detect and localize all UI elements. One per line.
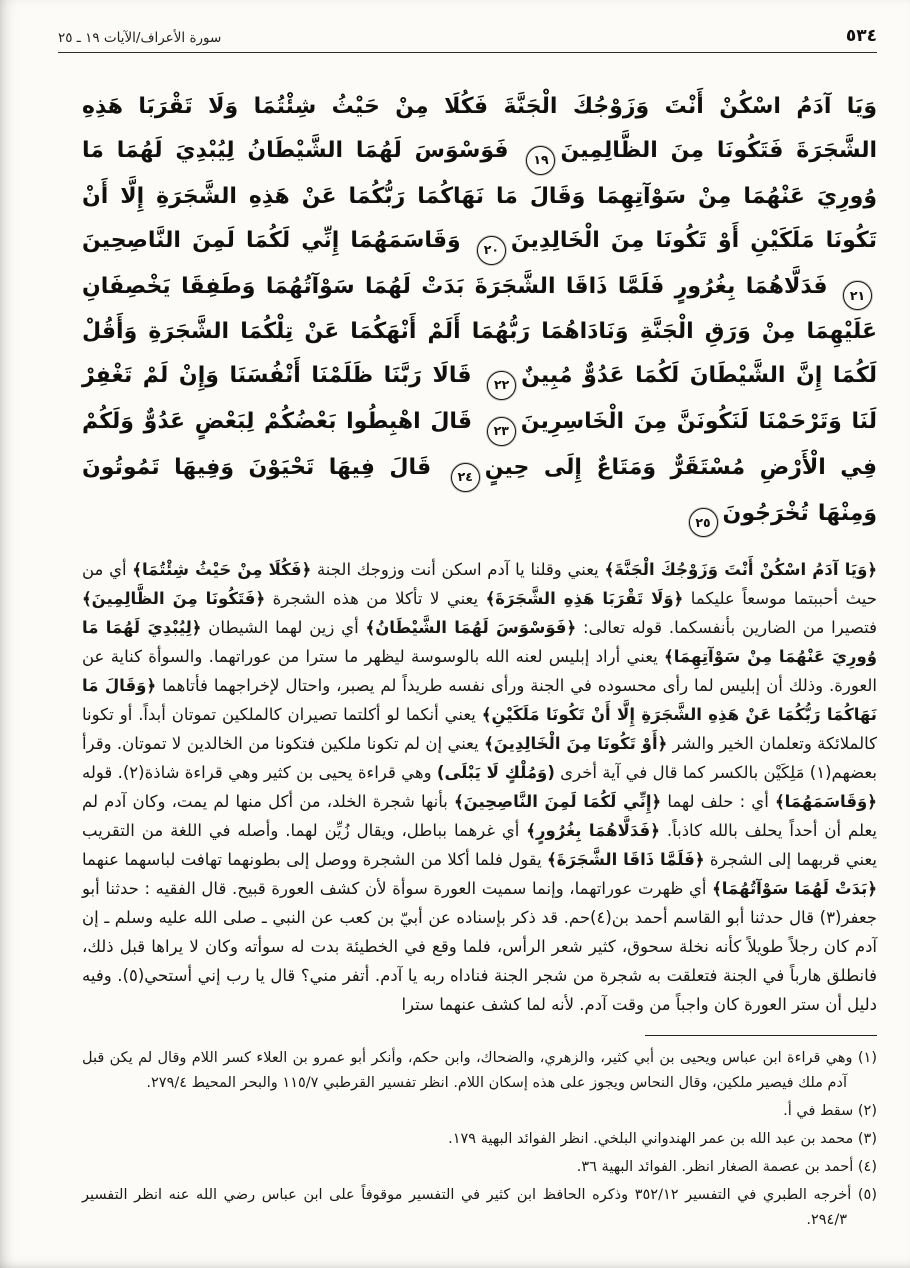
- header-divider: [58, 52, 877, 53]
- ayah-number-medallion: ٢٠: [477, 236, 506, 265]
- commentary-segment: يعني وقلنا يا آدم اسكن أنت وزوجك الجنة: [311, 560, 605, 580]
- footnote-item: (٤) أحمد بن عصمة الصغار انظر. الفوائد البهية ٣٦.: [576, 1159, 877, 1176]
- commentary-segment: يقول فلما أكلا من الشجرة ووصل إلى بطونهما تهافت لباسهما عنهما: [82, 850, 548, 870]
- quran-quote: ﴿فَلَمَّا ذَاقَا الشَّجَرَةَ﴾: [547, 850, 705, 870]
- commentary-segment: أي غرهما بباطل، ويقال زُيِّن لهما. وأصله في اللغة من التقريب يعني قربهما إلى الشجرة: [82, 821, 877, 870]
- commentary-segment: أي زين لهما الشيطان: [201, 618, 366, 638]
- commentary-segment: وهي قراءة يحيى بن كثير وهي قراءة شاذة(٢). قوله: [82, 763, 437, 783]
- quran-quote: ﴿وَيَا آدَمُ اسْكُنْ أَنْتَ وَزَوْجُكَ الْجَنَّةَ﴾: [604, 560, 878, 580]
- quran-quote: ﴿وَلَا تَقْرَبَا هَذِهِ الشَّجَرَةَ﴾: [485, 589, 684, 609]
- quran-quote: ﴿لِيُبْدِيَ لَهُمَا مَا وُورِيَ عَنْهُمَا مِنْ سَوْآتِهِمَا﴾: [82, 618, 877, 667]
- quran-verse-text: فَوَسْوَسَ لَهُمَا الشَّيْطَانُ لِيُبْدِيَ لَهُمَا مَا وُورِيَ عَنْهُمَا مِنْ سَوْآتِهِمَا وَقَالَ مَا نَهَاكُمَا رَبُّكُمَا عَنْ هَذِهِ الشَّجَرَةِ إِلَّا أَنْ تَكُونَا مَلَكَيْنِ أَوْ تَكُونَا مِنَ الْخَالِدِينَ: [82, 138, 877, 253]
- ayah-number-medallion: ١٩: [526, 146, 555, 175]
- running-head: [58, 26, 877, 46]
- footnote-item: (٣) محمد بن عبد الله بن عمر الهندواني البلخي. انظر الفوائد البهية ١٧٩.: [448, 1131, 877, 1148]
- commentary-segment: أي ظهرت عوراتهما، وإنما سميت العورة سوأة لأن كشف العورة قبيح. قال الفقيه : حدثنا أبو جعفر(٣) قال حدثنا أبو القاسم أحمد بن(٤)حم. قد ذكر بإسناده عن أبيّ بن كعب عن النبي ـ صلى الله عليه وسلم ـ إن آدم كان رجلاً طويلاً كأنه نخلة سحوق، كثير شعر الرأس، فلما وقع في الخطيئة بدت له سوأته وكان لا يراها قبل ذلك، فانطلق هارباً في الجنة فتعلقت به شجرة من شجر الجنة فناداه ربه يا آدم. أتفر مني؟ قال يا رب إني أستحي(٥). وفيه دليل أن ستر العورة كان واجباً من وقت آدم. لأنه لما كشف عنهما سترا: [82, 879, 877, 1015]
- ayah-number-medallion: ٢١: [843, 281, 872, 310]
- page-number: ٥٣٤: [845, 26, 877, 46]
- quran-verse-text: وَقَاسَمَهُمَا إِنِّي لَكُمَا لَمِنَ النَّاصِحِينَ: [82, 227, 461, 253]
- quran-quote: ﴿فَدَلَّاهُمَا بِغُرُورٍ﴾: [526, 821, 660, 841]
- quran-verse-text: قَالَ اهْبِطُوا بَعْضُكُمْ لِبَعْضٍ عَدُوٌّ وَلَكُمْ فِي الْأَرْضِ مُسْتَقَرٌّ وَمَتَاعٌ إِلَى حِينٍ: [82, 409, 877, 480]
- commentary-segment: فتصيرا من الضارين بأنفسكما. قوله تعالى:: [576, 618, 877, 638]
- quran-quote: ﴿فَوَسْوَسَ لَهُمَا الشَّيْطَانُ﴾: [365, 618, 577, 638]
- commentary-segment: أي : حلف لهما: [661, 792, 775, 812]
- ayah-number-medallion: ٢٢: [487, 371, 516, 400]
- commentary-segment: أي من حيث أحببتما موسعاً عليكما: [82, 560, 877, 609]
- chapter-title: سورة الأعراف/الآيات ١٩ ـ ٢٥: [58, 30, 222, 46]
- quran-quote: ﴿أَوْ تَكُونَا مِنَ الْخَالِدِينَ﴾: [484, 734, 668, 754]
- commentary-segment: يعني إن لم تكونا ملكين فتكونا من الخالدين لا تموتان. وقرأ بعضهم(١) مَلِكَيْن بالكسر كما قال في آية أخرى: [82, 734, 877, 783]
- commentary-segment: بأنها شجرة الخلد، من أكل منها لم يمت، وكان آدم لم يعلم أن أحداً يحلف بالله كاذباً.: [82, 792, 877, 841]
- ayah-number-medallion: ٢٣: [487, 417, 516, 446]
- commentary-segment: يعني أراد إبليس لعنه الله بالوسوسة ليظهر ما سترا من عوراتهما. والسوأة كناية عن العورة. وذلك أن إبليس لما رأى محسوده في الجنة ورأى نفسه طريداً لم يصبر، واحتال لإخراجهما فأتاهما: [82, 647, 877, 696]
- quran-quote: ﴿فَكُلَا مِنْ حَيْثُ شِئْتُمَا﴾: [132, 560, 312, 580]
- footnote-item: (١) وهي قراءة ابن عباس ويحيى بن أبي كثير، والزهري، والضحاك، وابن حكم، وأنكر أبو عمرو بن العلاء كسر اللام وقال لم يكن قبل آدم ملك فيصير ملكين، وقال النحاس ويجوز على هذه إسكان اللام. انظر تفسير القرطبي ١١٥/٧ والبحر المحيط ٢٧٩/٤.: [82, 1050, 877, 1092]
- quran-verse-text: وَيَا آدَمُ اسْكُنْ أَنْتَ وَزَوْجُكَ الْجَنَّةَ فَكُلَا مِنْ حَيْثُ شِئْتُمَا وَلَا تَقْرَبَا هَذِهِ الشَّجَرَةَ فَتَكُونَا مِنَ الظَّالِمِينَ: [82, 94, 878, 163]
- quran-text: [82, 85, 877, 537]
- page-header: [58, 26, 877, 53]
- quran-verse-text: قَالَ فِيهَا تَحْيَوْنَ وَفِيهَا تَمُوتُونَ وَمِنْهَا تُخْرَجُونَ: [82, 454, 877, 526]
- commentary-segment: يعني أنكما لو أكلتما تصيران كالملكين تموتان أبداً. أو تكونا كالملائكة وتعلمان الخير والشر: [82, 705, 878, 754]
- ayah-number-medallion: ٢٤: [451, 463, 480, 492]
- footnote-item: (٥) أخرجه الطبري في التفسير ٣٥٢/١٢ وذكره الحافظ ابن كثير في التفسير موقوفاً على ابن عباس رضي الله عنه انظر التفسير ٢٩٤/٣.: [82, 1187, 877, 1229]
- footnotes-list: [82, 1046, 877, 1233]
- quran-quote: ﴿بَدَتْ لَهُمَا سَوْآتُهُمَا﴾: [712, 879, 877, 899]
- quran-quote: ﴿وَقَالَ مَا نَهَاكُمَا رَبُّكُمَا عَنْ هَذِهِ الشَّجَرَةِ إِلَّا أَنْ تَكُونَا مَلَكَيْنِ﴾: [82, 676, 878, 725]
- quran-verse-text: فَدَلَّاهُمَا بِغُرُورٍ فَلَمَّا ذَاقَا الشَّجَرَةَ بَدَتْ لَهُمَا سَوْآتُهُمَا وَطَفِقَا يَخْصِفَانِ عَلَيْهِمَا مِنْ وَرَقِ الْجَنَّةِ وَنَادَاهُمَا رَبُّهُمَا أَلَمْ أَنْهَكُمَا عَنْ تِلْكُمَا الشَّجَرَةِ وَأَقُلْ لَكُمَا إِنَّ الشَّيْطَانَ لَكُمَا عَدُوٌّ مُبِينٌ: [82, 273, 877, 389]
- ayah-number-medallion: ٢٥: [689, 508, 718, 537]
- footnote-item: (٢) سقط في أ.: [783, 1103, 877, 1120]
- quran-verse-text: قَالَا رَبَّنَا ظَلَمْنَا أَنْفُسَنَا وَإِنْ لَمْ تَغْفِرْ لَنَا وَتَرْحَمْنَا لَنَكُونَنَّ مِنَ الْخَاسِرِينَ: [82, 363, 877, 434]
- commentary-segment: يعني لا تأكلا من هذه الشجرة: [265, 589, 486, 609]
- commentary-text: [82, 555, 877, 1019]
- quran-quote: ﴿فَتَكُونَا مِنَ الظَّالِمِينَ﴾: [82, 589, 266, 609]
- quran-quote: ﴿وَقَاسَمَهُمَا﴾: [774, 792, 877, 812]
- quran-quote: ﴿إِنِّي لَكُمَا لَمِنَ النَّاصِحِينَ﴾: [454, 792, 662, 812]
- quran-quote: (وَمُلْكٍ لَا يَبْلَى): [436, 763, 555, 783]
- footnote-divider: [645, 1035, 877, 1036]
